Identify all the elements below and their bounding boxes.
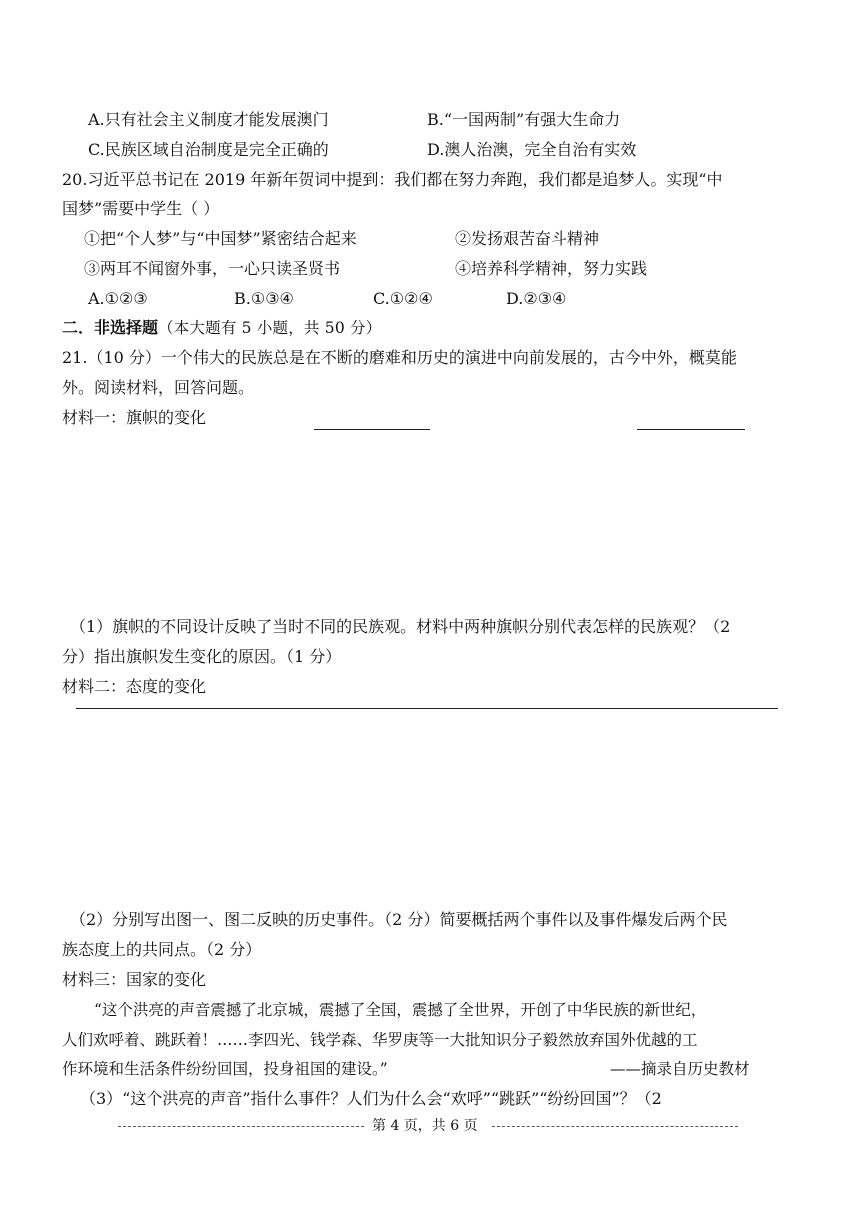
- material-2-divider-line: [76, 708, 778, 709]
- q21-intro-line2: 外。阅读材料，回答问题。: [62, 378, 255, 397]
- q21-sub1-line2: 分）指出旗帜发生变化的原因。（1 分）: [62, 647, 342, 666]
- quote-line-3: 作环境和生活条件纷纷回国，投身祖国的建设。”: [62, 1060, 388, 1078]
- q20-stem-line1: 20.习近平总书记在 2019 年新年贺词中提到：我们都在努力奔跑，我们都是追梦人。实现“中: [62, 170, 723, 189]
- q20-item-1: ①把“个人梦”与“中国梦”紧密结合起来: [84, 229, 357, 248]
- section-note: （本大题有 5 小题，共 50 分）: [158, 319, 382, 337]
- q21-sub1-line1: （1）旗帜的不同设计反映了当时不同的民族观。材料中两种旗帜分别代表怎样的民族观？（2: [70, 617, 731, 636]
- q21-sub3-line1: （3）“这个洪亮的声音”指什么事件？人们为什么会“欢呼”“跳跃”“纷纷回国”？（2: [80, 1089, 662, 1108]
- footer-dashed-line-right: [492, 1126, 738, 1127]
- q20-stem-line2: 国梦”需要中学生（ ）: [62, 199, 220, 218]
- footer-dashed-line-left: [118, 1126, 364, 1127]
- q20-item-2: ②发扬艰苦奋斗精神: [455, 229, 600, 248]
- q19-option-c: C.民族区域自治制度是完全正确的: [88, 140, 329, 159]
- page-number: 第 4 页，共 6 页: [372, 1118, 478, 1134]
- q20-option-d: D.②③④: [506, 289, 567, 308]
- material-2-title: 材料二：态度的变化: [62, 677, 207, 696]
- flag-image-1-caption-line: [314, 429, 430, 430]
- material-1-title: 材料一：旗帜的变化: [62, 408, 207, 427]
- flag-image-2-caption-line: [637, 429, 745, 430]
- section-title: 二．非选择题: [62, 318, 159, 337]
- q20-option-c: C.①②④: [373, 289, 433, 308]
- quote-source: ——摘录自历史教材: [610, 1060, 750, 1078]
- q20-option-a: A.①②③: [88, 289, 148, 308]
- quote-line-1: “这个洪亮的声音震撼了北京城，震撼了全国，震撼了全世界，开创了中华民族的新世纪，: [94, 1001, 707, 1019]
- q21-intro-line1: 21.（10 分）一个伟大的民族总是在不断的磨难和历史的演进中向前发展的，古今中外，概莫能: [62, 348, 737, 367]
- section-heading: [62, 318, 381, 338]
- q19-option-b: B.“一国两制”有强大生命力: [427, 110, 621, 129]
- q20-option-b: B.①③④: [234, 289, 294, 308]
- q21-sub2-line1: （2）分别写出图一、图二反映的历史事件。（2 分）简要概括两个事件以及事件爆发后两个民: [70, 910, 728, 929]
- q20-item-4: ④培养科学精神，努力实践: [455, 259, 648, 278]
- material-3-title: 材料三：国家的变化: [62, 970, 207, 989]
- q19-option-a: A.只有社会主义制度才能发展澳门: [88, 110, 329, 129]
- q19-option-d: D.澳人治澳，完全自治有实效: [427, 140, 637, 159]
- quote-line-2: 人们欢呼着、跳跃着！……李四光、钱学森、华罗庚等一大批知识分子毅然放弃国外优越的工: [62, 1031, 698, 1049]
- q20-item-3: ③两耳不闻窗外事，一心只读圣贤书: [84, 259, 341, 278]
- q21-sub2-line2: 族态度上的共同点。（2 分）: [62, 940, 262, 959]
